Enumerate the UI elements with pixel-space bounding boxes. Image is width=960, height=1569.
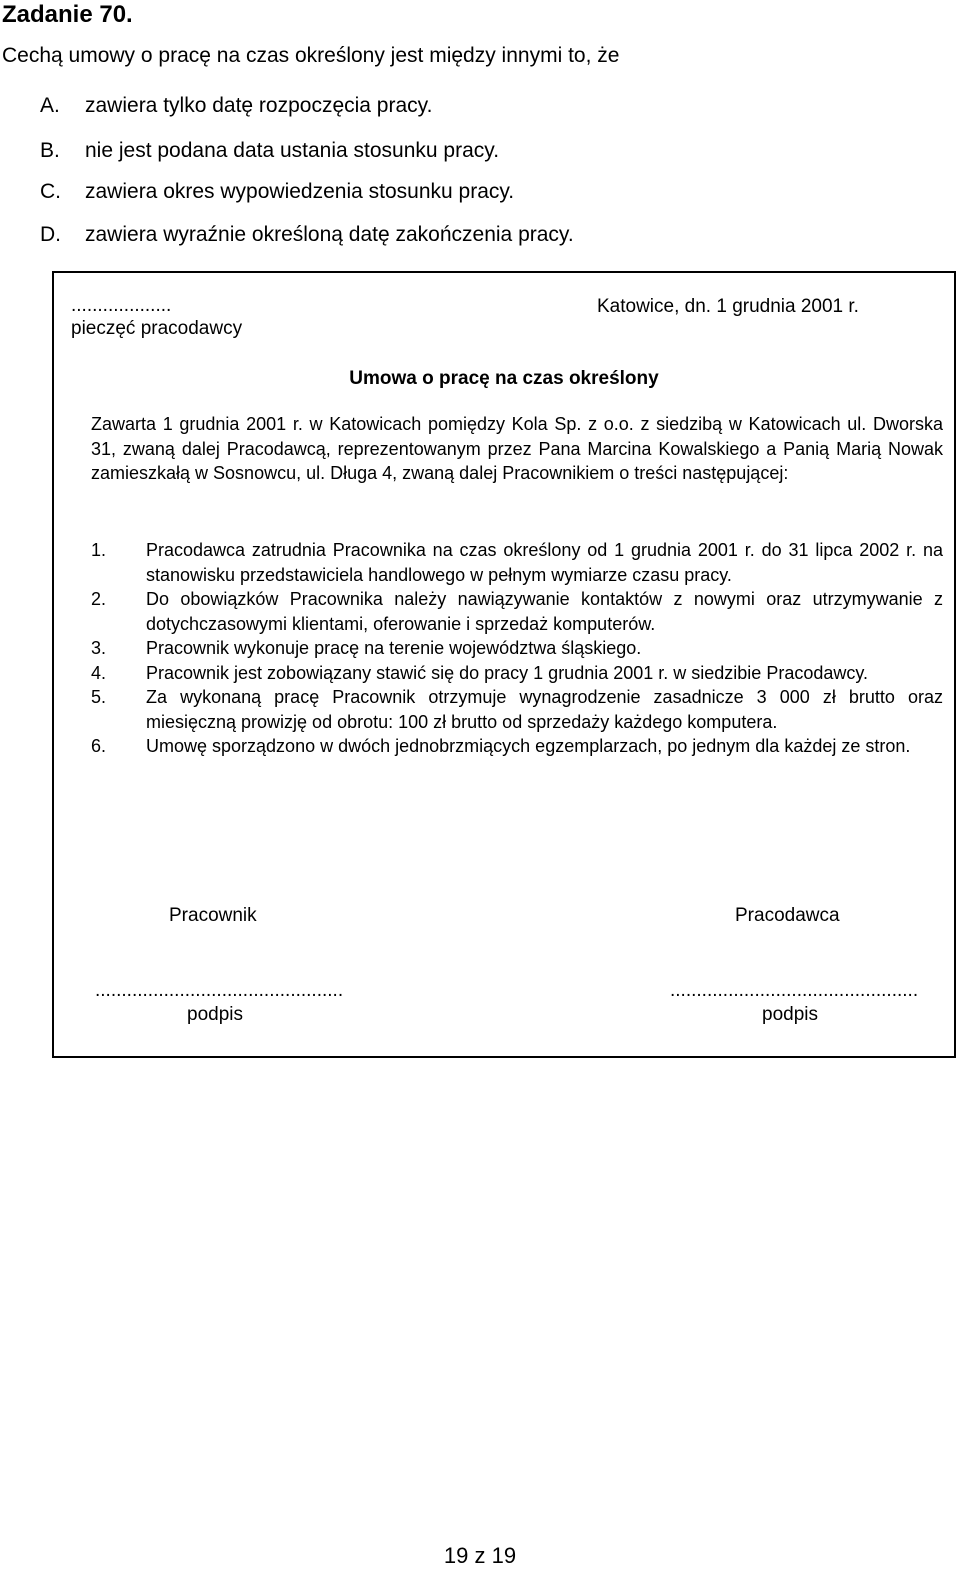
employer-signature-label: Pracodawca (735, 905, 840, 926)
clause-number: 1. (91, 540, 107, 560)
employer-signature-line: ............................................... (670, 980, 919, 1001)
employee-signature-label: Pracownik (169, 905, 257, 926)
option-letter: C. (40, 180, 61, 203)
option-text: zawiera tylko datę rozpoczęcia pracy. (85, 94, 433, 117)
option-a (40, 92, 432, 120)
page-number: 19 z 19 (443, 1543, 517, 1568)
clause-item (91, 587, 943, 636)
option-text: zawiera okres wypowiedzenia stosunku pracy. (85, 180, 515, 203)
clause-number: 2. (91, 589, 107, 609)
clause-text: Do obowiązków Pracownika należy nawiązywanie kontaktów z nowymi oraz utrzymywanie z dotychczasowymi klientami, oferowanie i sprzedaż komputerów. (146, 589, 943, 634)
clause-number: 3. (91, 638, 107, 658)
stamp-label: pieczęć pracodawcy (71, 318, 243, 339)
task-title: Zadanie 70. (2, 1, 133, 28)
clause-text: Za wykonaną pracę Pracownik otrzymuje wynagrodzenie zasadnicze 3 000 zł brutto oraz miesięczną prowizję od obrotu: 100 zł brutto od sprzedaży każdego komputera. (146, 687, 943, 732)
task-question: Cechą umowy o pracę na czas określony jest między innymi to, że (2, 44, 620, 67)
place-date: Katowice, dn. 1 grudnia 2001 r. (597, 296, 859, 317)
clause-item (91, 636, 943, 661)
option-d (40, 221, 574, 249)
clause-number: 5. (91, 687, 107, 707)
clause-item (91, 538, 943, 587)
clause-item (91, 685, 943, 734)
clause-text: Pracodawca zatrudnia Pracownika na czas określony od 1 grudnia 2001 r. do 31 lipca 2002 r. na stanowisku przedstawiciela handlowego w pełnym wymiarze czasu pracy. (146, 540, 943, 585)
option-letter: A. (40, 94, 60, 117)
clause-text: Pracownik jest zobowiązany stawić się do pracy 1 grudnia 2001 r. w siedzibie Pracodawcy. (146, 662, 869, 683)
option-text: nie jest podana data ustania stosunku pracy. (85, 139, 500, 162)
clause-text: Umowę sporządzono w dwóch jednobrzmiących egzemplarzach, po jednym dla każdej ze stron. (146, 736, 911, 756)
clause-item (91, 734, 943, 759)
contract-intro: Zawarta 1 grudnia 2001 r. w Katowicach pomiędzy Kola Sp. z o.o. z siedzibą w Katowicach ul. Dworska 31, zwaną dalej Pracodawcą, reprezentowanym przez Pana Marcina Kowalskiego a Panią Marią Nowak zamieszkałą w Sosnowcu, ul. Długa 4, zwaną dalej Pracownikiem o treści następującej: (91, 414, 943, 483)
contract-document (52, 271, 956, 1058)
clause-item (91, 661, 943, 686)
clause-number: 4. (91, 662, 107, 683)
option-text: zawiera wyraźnie określoną datę zakończenia pracy. (85, 223, 574, 246)
employer-signature-caption: podpis (762, 1004, 818, 1025)
option-c (40, 178, 514, 206)
option-letter: D. (40, 223, 61, 246)
clause-text: Pracownik wykonuje pracę na terenie województwa śląskiego. (146, 638, 642, 658)
contract-title: Umowa o pracę na czas określony (349, 368, 659, 389)
option-letter: B. (40, 139, 60, 162)
clause-number: 6. (91, 736, 107, 756)
employee-signature-caption: podpis (187, 1004, 243, 1025)
option-b (40, 137, 499, 165)
stamp-dots: ................... (71, 295, 172, 316)
contract-clauses (91, 538, 943, 759)
employee-signature-line: ............................................... (95, 980, 344, 1001)
